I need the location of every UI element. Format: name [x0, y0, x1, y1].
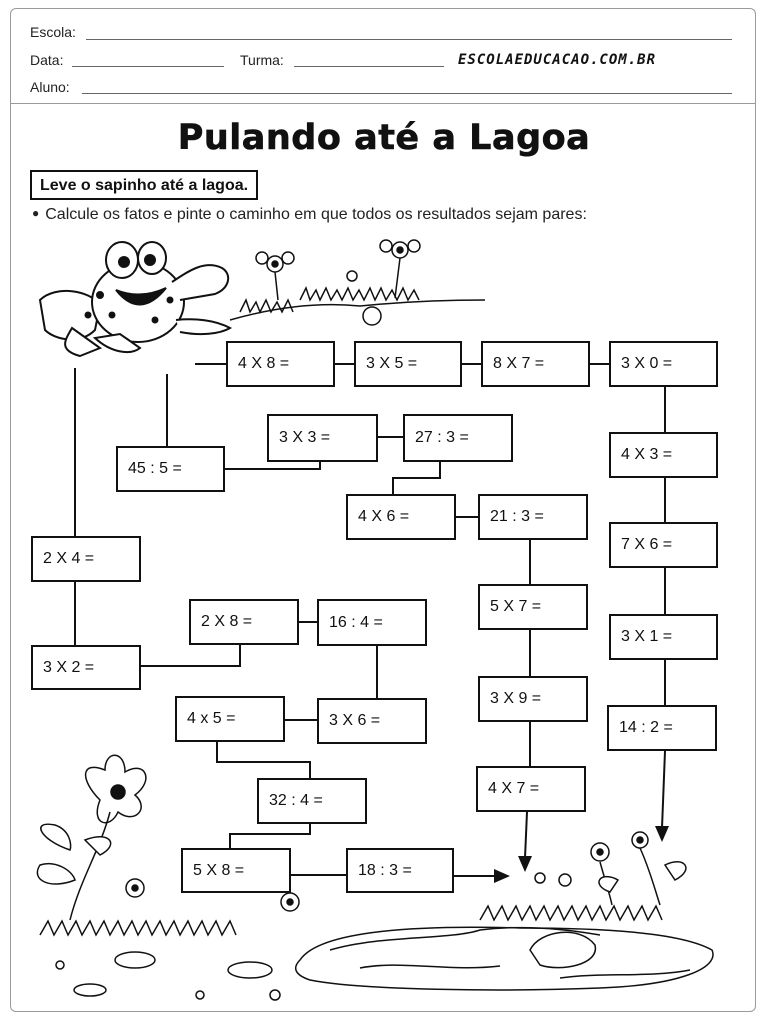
calc-box[interactable]: 4 x 5 = [175, 696, 285, 742]
aluno-label: Aluno: [30, 79, 70, 95]
calc-box[interactable]: 18 : 3 = [346, 848, 454, 893]
calc-box[interactable]: 3 X 3 = [267, 414, 378, 462]
site-name: ESCOLAEDUCACAO.COM.BR [458, 52, 657, 68]
calc-box[interactable]: 3 X 2 = [31, 645, 141, 690]
grass-top-illustration [230, 240, 485, 325]
calc-box[interactable]: 3 X 1 = [609, 614, 718, 660]
calc-box[interactable]: 3 X 5 = [354, 341, 462, 387]
calc-box[interactable]: 8 X 7 = [481, 341, 590, 387]
escola-label: Escola: [30, 24, 76, 40]
pond-illustration [40, 906, 713, 1000]
flower-bottom-right-illustration [535, 832, 686, 905]
calc-box[interactable]: 3 X 0 = [609, 341, 718, 387]
calc-box[interactable]: 4 X 8 = [226, 341, 335, 387]
calc-box[interactable]: 3 X 9 = [478, 676, 588, 722]
calc-box[interactable]: 32 : 4 = [257, 778, 367, 824]
calc-box[interactable]: 4 X 3 = [609, 432, 718, 478]
calc-box[interactable]: 16 : 4 = [317, 599, 427, 646]
calc-box[interactable]: 21 : 3 = [478, 494, 588, 540]
calc-box[interactable]: 3 X 6 = [317, 698, 427, 744]
page-title: Pulando até a Lagoa [177, 118, 591, 158]
bullet-dot-icon: ● [32, 206, 40, 220]
calc-box[interactable]: 4 X 6 = [346, 494, 456, 540]
calc-box[interactable]: 4 X 7 = [476, 766, 586, 812]
calc-box[interactable]: 2 X 8 = [189, 599, 299, 645]
calc-box[interactable]: 5 X 7 = [478, 584, 588, 630]
calc-box[interactable]: 5 X 8 = [181, 848, 291, 893]
calc-box[interactable]: 2 X 4 = [31, 536, 141, 582]
calc-box[interactable]: 14 : 2 = [607, 705, 717, 751]
data-label: Data: [30, 52, 64, 68]
calc-box[interactable]: 45 : 5 = [116, 446, 225, 492]
calc-box[interactable]: 27 : 3 = [403, 414, 513, 462]
instruction-box: Leve o sapinho até a lagoa. [30, 170, 258, 200]
instruction-text: Calcule os fatos e pinte o caminho em que todos os resultados sejam pares: [45, 206, 587, 223]
calc-box[interactable]: 7 X 6 = [609, 522, 718, 568]
frog-illustration [40, 242, 230, 356]
turma-label: Turma: [240, 52, 284, 68]
